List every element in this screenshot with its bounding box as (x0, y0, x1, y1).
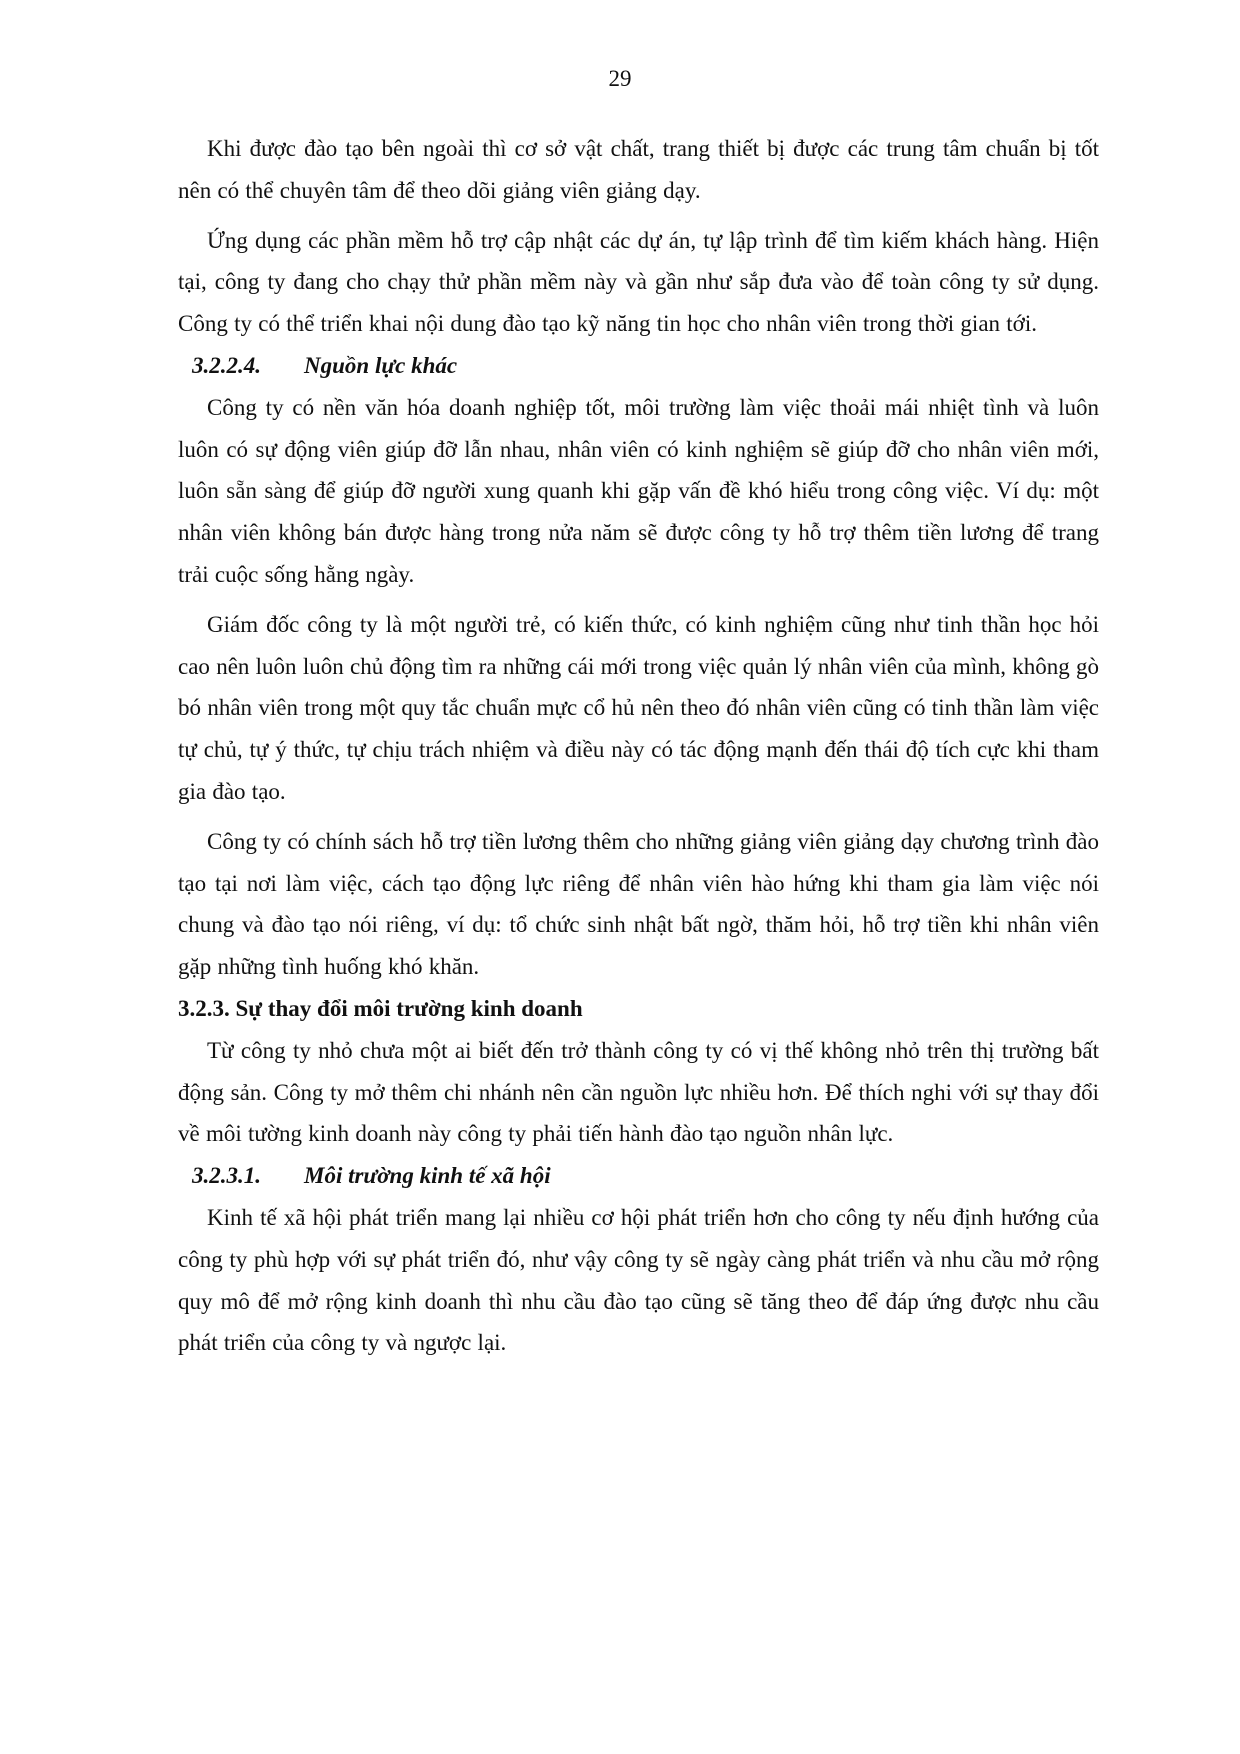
document-body (178, 128, 1099, 1364)
paragraph-gap (178, 813, 1099, 821)
paragraph-gap (178, 596, 1099, 604)
paragraph-external-training: Khi được đào tạo bên ngoài thì cơ sở vật chất, trang thiết bị được các trung tâm chuẩn bị tốt nên có thể chuyên tâm để theo dõi giảng viên giảng dạy. (178, 136, 1099, 203)
paragraph-director: Giám đốc công ty là một người trẻ, có kiến thức, có kinh nghiệm cũng như tinh thần học hỏi cao nên luôn luôn chủ động tìm ra những cái mới trong việc quản lý nhân viên của mình, không gò bó nhân viên trong một quy tắc chuẩn mực cổ hủ nên theo đó nhân viên cũng có tinh thần làm việc tự chủ, tự ý thức, tự chịu trách nhiệm và điều này có tác động mạnh đến thái độ tích cực khi tham gia đào tạo. (178, 611, 1099, 804)
subheading-number: 3.2.2.4. (192, 352, 261, 378)
subheading-3-2-3-1 (178, 1155, 1099, 1197)
paragraph-software-application: Ứng dụng các phần mềm hỗ trợ cập nhật các dự án, tự lập trình để tìm kiếm khách hàng. Hiện tại, công ty đang cho chạy thử phần mềm này và gần như sắp đưa vào để toàn công ty sử dụng. Công ty có thể triển khai nội dung đào tạo kỹ năng tin học cho nhân viên trong thời gian tới. (178, 227, 1099, 337)
section-heading-3-2-3: 3.2.3. Sự thay đổi môi trường kinh doanh (178, 995, 583, 1021)
paragraph-gap (178, 212, 1099, 220)
paragraph-business-environment: Từ công ty nhỏ chưa một ai biết đến trở thành công ty có vị thế không nhỏ trên thị trường bất động sản. Công ty mở thêm chi nhánh nên cần nguồn lực nhiều hơn. Để thích nghi với sự thay đổi về môi tường kinh doanh này công ty phải tiến hành đào tạo nguồn nhân lực. (178, 1037, 1099, 1147)
paragraph-salary-support: Công ty có chính sách hỗ trợ tiền lương thêm cho những giảng viên giảng dạy chương trình đào tạo tại nơi làm việc, cách tạo động lực riêng để nhân viên hào hứng khi tham gia làm việc nói chung và đào tạo nói riêng, ví dụ: tổ chức sinh nhật bất ngờ, thăm hỏi, hỗ trợ tiền khi nhân viên gặp những tình huống khó khăn. (178, 828, 1099, 980)
page-number: 29 (608, 66, 632, 91)
subheading-3-2-2-4 (178, 345, 1099, 387)
paragraph-socioeconomic: Kinh tế xã hội phát triển mang lại nhiều cơ hội phát triển hơn cho công ty nếu định hướng của công ty phù hợp với sự phát triển đó, như vậy công ty sẽ ngày càng phát triển và nhu cầu mở rộng quy mô để mở rộng kinh doanh thì nhu cầu đào tạo cũng sẽ tăng theo để đáp ứng được nhu cầu phát triển của công ty và ngược lại. (178, 1204, 1099, 1356)
subheading-number: 3.2.3.1. (192, 1163, 261, 1189)
paragraph-corporate-culture: Công ty có nền văn hóa doanh nghiệp tốt, môi trường làm việc thoải mái nhiệt tình và luôn luôn có sự động viên giúp đỡ lẫn nhau, nhân viên có kinh nghiệm sẽ giúp đỡ cho nhân viên mới, luôn sẵn sàng để giúp đỡ người xung quanh khi gặp vấn đề khó hiểu trong công việc. Ví dụ: một nhân viên không bán được hàng trong nửa năm sẽ được công ty hỗ trợ thêm tiền lương để trang trải cuộc sống hằng ngày. (178, 394, 1099, 587)
subheading-title: Nguồn lực khác (304, 352, 458, 378)
subheading-title: Môi trường kinh tế xã hội (304, 1163, 551, 1189)
